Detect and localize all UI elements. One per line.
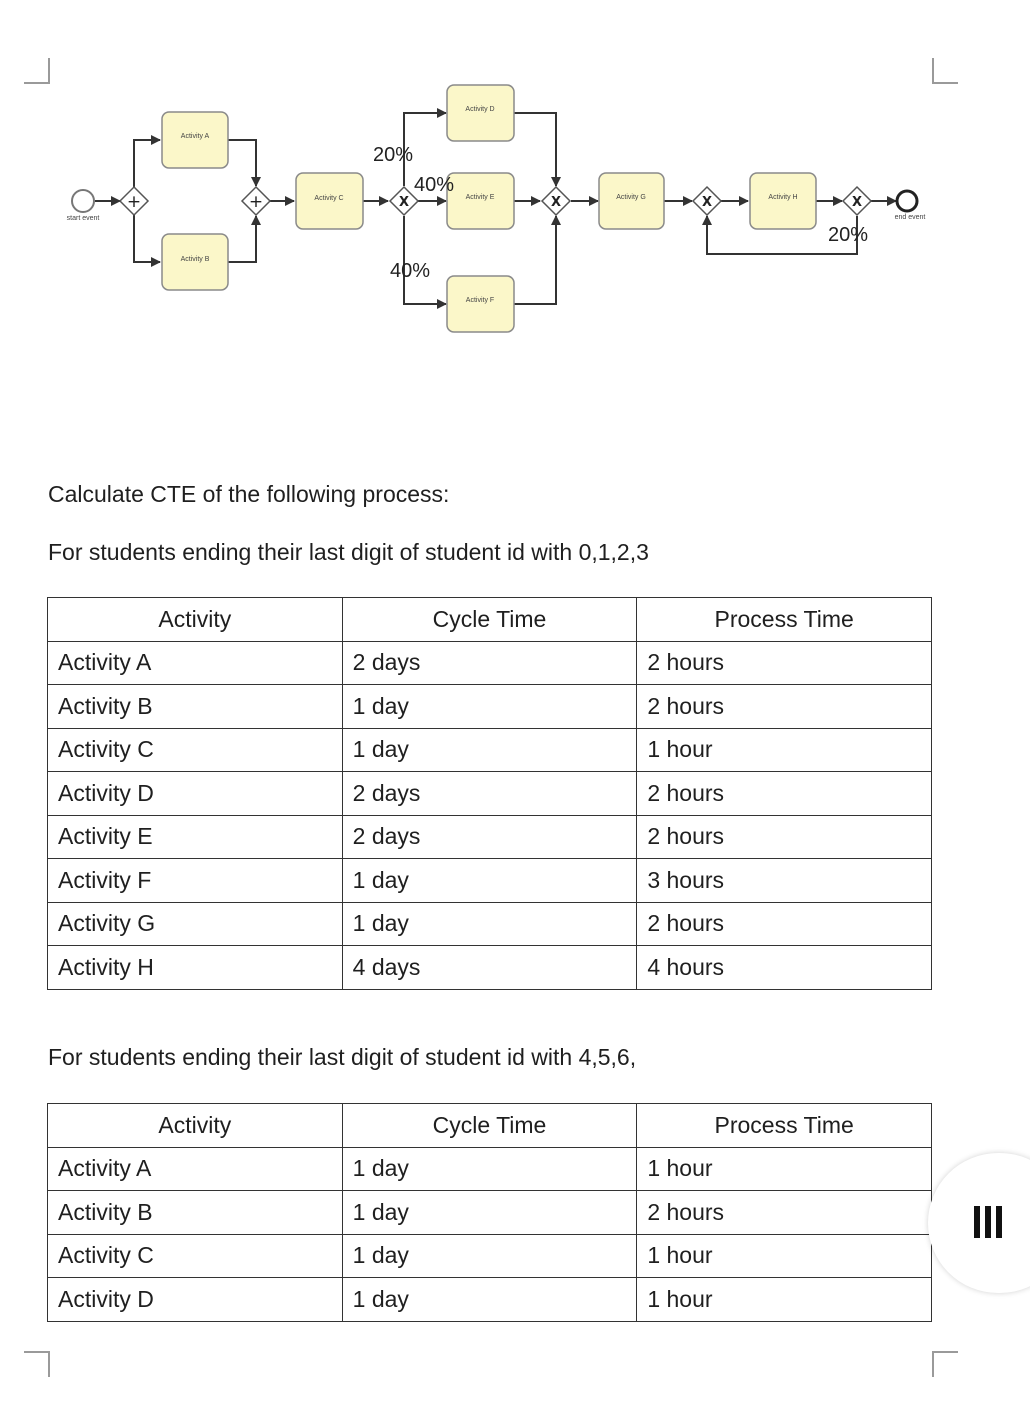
cell-cycle-time: 2 days (342, 641, 637, 685)
parallel-split-gateway (120, 187, 148, 215)
exclusive-loop-split-gateway (843, 187, 871, 215)
table-row (48, 859, 932, 903)
cell-activity: Activity D (48, 1278, 343, 1322)
end-event (897, 191, 917, 211)
cell-process-time: 1 hour (637, 728, 932, 772)
cell-activity: Activity B (48, 685, 343, 729)
cell-cycle-time: 1 day (342, 1147, 637, 1191)
question-title: Calculate CTE of the following process: (48, 481, 450, 507)
cell-process-time: 2 hours (637, 685, 932, 729)
cell-process-time: 1 hour (637, 1147, 932, 1191)
task-activity-b (162, 234, 228, 290)
cell-process-time: 2 hours (637, 902, 932, 946)
table-row (48, 772, 932, 816)
cell-activity: Activity B (48, 1191, 343, 1235)
process-diagram (0, 0, 1030, 340)
cell-process-time: 2 hours (637, 772, 932, 816)
cell-activity: Activity E (48, 815, 343, 859)
cell-activity: Activity G (48, 902, 343, 946)
task-activity-f (447, 276, 514, 332)
cell-process-time: 4 hours (637, 946, 932, 990)
table-header-row (48, 598, 932, 642)
table-row (48, 685, 932, 729)
table-row (48, 946, 932, 990)
table-row (48, 902, 932, 946)
menu-button[interactable] (928, 1153, 1030, 1293)
cell-cycle-time: 2 days (342, 815, 637, 859)
exclusive-loop-merge-gateway (693, 187, 721, 215)
cell-process-time: 1 hour (637, 1234, 932, 1278)
task-activity-c (296, 173, 363, 229)
group1-intro: For students ending their last digit of student id with 0,1,2,3 (48, 539, 649, 565)
cell-activity: Activity H (48, 946, 343, 990)
table-header-row (48, 1104, 932, 1148)
svg-text:X: X (550, 195, 562, 210)
cell-activity: Activity C (48, 728, 343, 772)
column-header-activity: Activity (48, 598, 343, 642)
column-header-process-time: Process Time (637, 598, 932, 642)
task-activity-a (162, 112, 228, 168)
cell-cycle-time: 2 days (342, 772, 637, 816)
cell-cycle-time: 1 day (342, 859, 637, 903)
cell-activity: Activity D (48, 772, 343, 816)
cell-cycle-time: 1 day (342, 902, 637, 946)
parallel-join-gateway (242, 187, 270, 215)
task-activity-e (447, 173, 514, 229)
task-activity-h (750, 173, 816, 229)
cell-cycle-time: 1 day (342, 1234, 637, 1278)
cell-activity: Activity A (48, 1147, 343, 1191)
column-header-cycle-time: Cycle Time (342, 1104, 637, 1148)
table-row (48, 1191, 932, 1235)
cell-activity: Activity C (48, 1234, 343, 1278)
svg-text:Activity H: Activity H (768, 194, 798, 201)
table-row (48, 641, 932, 685)
cell-cycle-time: 1 day (342, 685, 637, 729)
page-corner-bottom-left (24, 1351, 50, 1377)
table-row (48, 1147, 932, 1191)
cell-activity: Activity A (48, 641, 343, 685)
svg-text:Activity F: Activity F (465, 297, 495, 304)
task-activity-g (599, 173, 664, 229)
probability-to-d: 20% (373, 144, 414, 166)
svg-text:Activity E: Activity E (465, 194, 495, 201)
svg-text:X: X (701, 195, 713, 210)
cell-cycle-time: 1 day (342, 1278, 637, 1322)
exclusive-merge-gateway (542, 187, 570, 215)
svg-text:Activity C: Activity C (314, 195, 344, 202)
svg-text:+: + (126, 192, 142, 212)
probability-to-f: 40% (390, 260, 431, 282)
probability-loop-back: 20% (828, 224, 869, 246)
probability-to-e: 40% (414, 174, 455, 196)
page-corner-bottom-right (932, 1351, 958, 1377)
table-row (48, 728, 932, 772)
cell-cycle-time: 4 days (342, 946, 637, 990)
table-row (48, 815, 932, 859)
start-event (72, 190, 94, 212)
column-header-cycle-time: Cycle Time (342, 598, 637, 642)
column-header-process-time: Process Time (637, 1104, 932, 1148)
cell-cycle-time: 1 day (342, 1191, 637, 1235)
group1-table (47, 597, 932, 990)
group2-intro: For students ending their last digit of student id with 4,5,6, (48, 1044, 637, 1070)
cell-process-time: 2 hours (637, 1191, 932, 1235)
cell-process-time: 1 hour (637, 1278, 932, 1322)
svg-text:X: X (398, 195, 410, 210)
cell-process-time: 2 hours (637, 641, 932, 685)
cell-activity: Activity F (48, 859, 343, 903)
end-event-label: end event (894, 214, 926, 221)
svg-text:Activity A: Activity A (180, 133, 210, 140)
cell-process-time: 2 hours (637, 815, 932, 859)
cell-process-time: 3 hours (637, 859, 932, 903)
task-activity-d (447, 85, 514, 141)
svg-text:X: X (851, 195, 863, 210)
table-row (48, 1278, 932, 1322)
start-event-label: start event (66, 215, 100, 222)
column-header-activity: Activity (48, 1104, 343, 1148)
svg-text:Activity G: Activity G (616, 194, 646, 201)
table-row (48, 1234, 932, 1278)
svg-text:+: + (248, 192, 264, 212)
svg-text:Activity D: Activity D (465, 106, 495, 113)
svg-text:Activity B: Activity B (180, 256, 210, 263)
cell-cycle-time: 1 day (342, 728, 637, 772)
group2-table (47, 1103, 932, 1322)
